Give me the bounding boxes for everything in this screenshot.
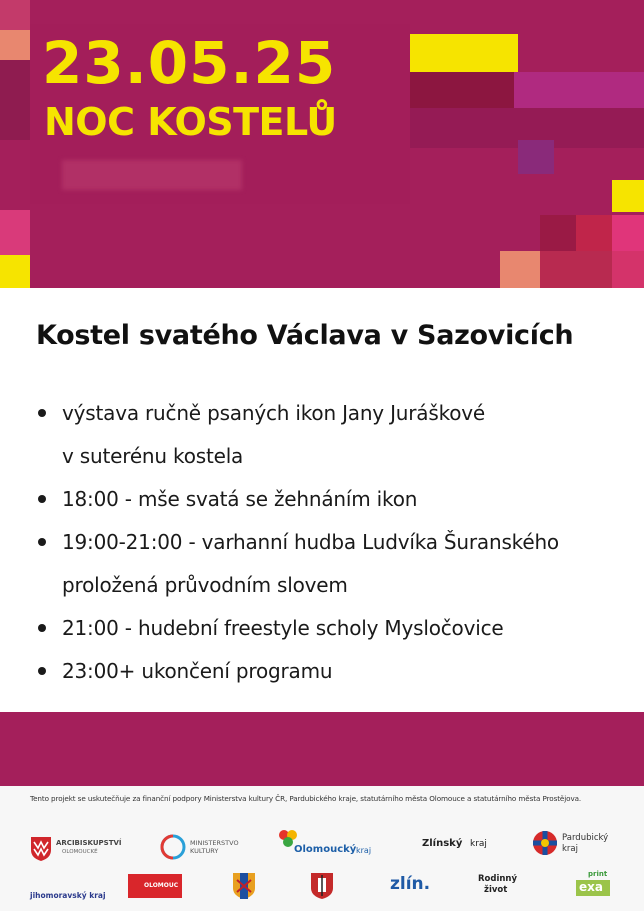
pardubice-crest-icon [532,830,558,856]
decor-tile [540,251,612,288]
bullet-icon [38,624,46,632]
program-item [36,478,636,521]
program-item-line: 18:00 - mše svatá se žehnáním ikon [62,487,418,511]
program-list [36,392,636,693]
logo-zlin [390,874,430,894]
crest-icon [30,836,52,862]
logo-olomoucky-main: Olomoucký [294,844,357,855]
program-item-line: v suterénu kostela [62,444,244,468]
logo-exa-main: exa [579,880,603,894]
logo-rodinny-line1: Rodinný [478,874,518,884]
logo-print-exa [576,870,614,898]
church-title: Kostel svatého Václava v Sazovicích [36,320,574,351]
logo-arcibiskupstvi-line2: OLOMOUCKÉ [62,849,98,855]
event-name: NOC KOSTELŮ [44,100,337,144]
decor-band [0,712,644,786]
decor-tile [540,215,576,251]
logo-olomouc-text: OLOMOUC [144,882,179,889]
logo-zlinsky-main: Zlínský [422,838,463,849]
logo-pardubicky-line1: Pardubický [562,833,609,843]
program-item [36,392,636,478]
decor-tile [0,210,30,255]
logo-olomouc [128,874,182,898]
village-crest-icon [310,872,334,900]
logo-ministerstvo-line2: KULTURY [190,847,219,855]
program-item-line: výstava ručně psaných ikon Jany Juráškové [62,401,486,425]
logo-jihomoravsky-kraj [30,883,106,902]
logo-arcibiskupstvi-line1: ARCIBISKUPSTVÍ [56,839,122,847]
decor-tile [0,60,30,140]
program-item-line: 19:00-21:00 - varhanní hudba Ludvíka Šuranského [62,530,559,554]
logo-zlinsky-sub: kraj [470,839,487,849]
decor-tile [406,34,518,72]
bullet-icon [38,538,46,546]
logo-olomoucky-sub: kraj [356,846,372,855]
logo-sazovice-crest [310,872,334,904]
logo-exa-top: print [588,870,608,878]
program-item [36,607,636,650]
bullet-icon [38,667,46,675]
logo-jihomoravsky-text: jihomoravský kraj [30,891,106,900]
program-item [36,650,636,693]
decor-tile [612,180,644,212]
logo-pardubicky-line2: kraj [562,844,578,854]
logo-rodinny-line2: život [484,885,508,895]
program-item [36,521,636,607]
decor-tile [576,215,612,251]
city-crest-icon [232,872,256,900]
decor-tile [612,251,644,288]
event-date: 23.05.25 [42,29,337,97]
logo-ministerstvo-line1: MINISTERSTVO [190,839,239,847]
decor-tile [500,251,540,288]
bullet-icon [38,409,46,417]
decor-tile [408,72,514,108]
program-item-line: 21:00 - hudební freestyle scholy Mysločovice [62,616,504,640]
bullet-icon [38,495,46,503]
ministry-icon [160,834,186,860]
support-text: Tento projekt se uskutečňuje za finanční podpory Ministerstva kultury ČR, Pardubického kraje, statutárního města Olomouce a statutárního města Prostějova. [30,794,582,803]
redacted-area [62,160,242,190]
decor-tile [612,215,644,251]
decor-tile [0,255,30,288]
decor-tile [0,0,30,30]
header-banner [0,0,644,288]
decor-tile [514,72,644,108]
decor-tile [518,140,554,174]
logo-zlin-text: zlín. [390,874,431,894]
program-item-line: proložená průvodním slovem [62,573,348,597]
program-item-line: 23:00+ ukončení programu [62,659,333,683]
logo-prostejov-crest [232,872,256,904]
sponsors-section [0,786,644,911]
decor-tile [0,30,30,60]
